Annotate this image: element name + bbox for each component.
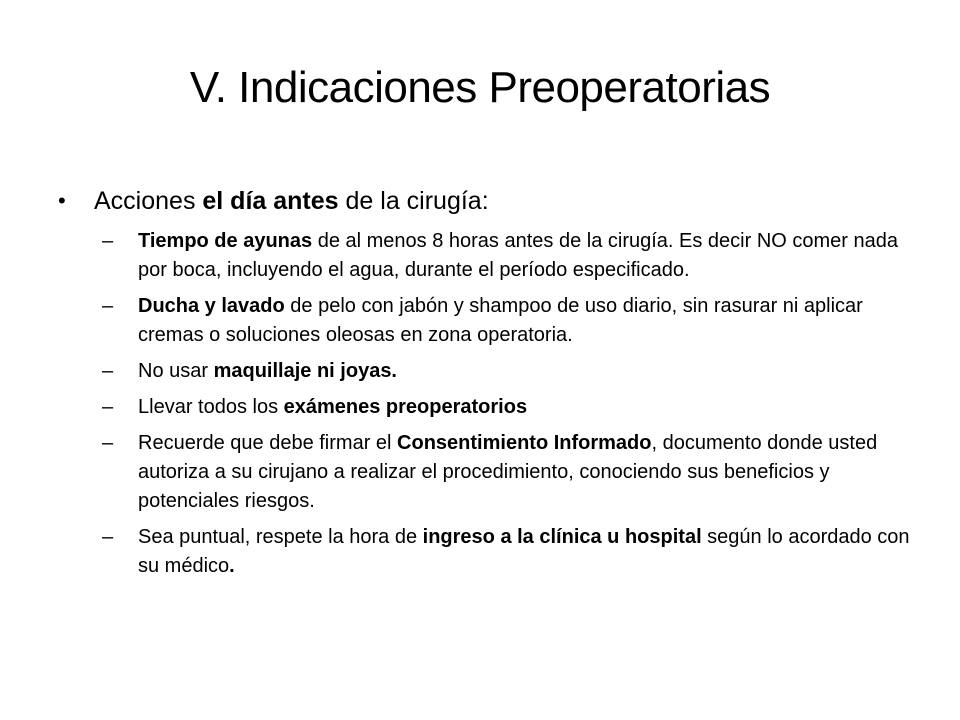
dash-icon: – xyxy=(102,360,114,382)
sub-bullet-item xyxy=(102,227,918,285)
dash-icon: – xyxy=(102,396,114,418)
main-bullet-part: de la cirugía: xyxy=(338,187,489,215)
item-text: según lo acordado con su médico xyxy=(138,526,910,577)
slide-content xyxy=(58,183,918,588)
sub-bullet-item xyxy=(102,292,918,350)
item-bold-text: . xyxy=(229,555,235,577)
main-bullet-part: Acciones xyxy=(94,187,203,215)
sub-bullet-list xyxy=(102,227,918,581)
item-text: Llevar todos los xyxy=(138,396,284,418)
item-bold-text: Ducha y lavado xyxy=(138,295,285,317)
dash-icon: – xyxy=(102,526,114,548)
sub-bullet-item xyxy=(102,523,918,581)
slide-title: V. Indicaciones Preoperatorias xyxy=(189,63,771,112)
item-bold-text: Tiempo de ayunas xyxy=(138,230,313,252)
item-text: , documento donde usted autoriza a su cirujano a realizar el procedimiento, conociendo sus beneficios y potenciales riesgos. xyxy=(138,432,878,512)
item-bold-text: exámenes preoperatorios xyxy=(283,396,528,418)
item-bold-text: maquillaje ni joyas. xyxy=(213,360,397,382)
dash-icon: – xyxy=(102,432,114,454)
main-bullet-part-bold: el día antes xyxy=(202,187,339,215)
main-bullet xyxy=(58,183,918,219)
item-text: Sea puntual, respete la hora de xyxy=(138,526,423,548)
main-bullet-text xyxy=(94,187,489,215)
dash-icon: – xyxy=(102,230,114,252)
bullet-icon: • xyxy=(58,188,66,213)
sub-bullet-item xyxy=(102,393,918,422)
item-text: Recuerde que debe firmar el xyxy=(138,432,398,454)
item-bold-text: ingreso a la clínica u hospital xyxy=(422,526,702,548)
item-bold-text: Consentimiento Informado xyxy=(397,432,652,454)
item-text: de al menos 8 horas antes de la cirugía. Es decir NO comer nada por boca, incluyendo el agua, durante el período especificado. xyxy=(138,230,898,281)
sub-bullet-item xyxy=(102,429,918,516)
dash-icon: – xyxy=(102,295,114,317)
item-text: de pelo con jabón y shampoo de uso diario, sin rasurar ni aplicar cremas o soluciones oleosas en zona operatoria. xyxy=(138,295,863,346)
item-text: No usar xyxy=(138,360,214,382)
sub-bullet-item xyxy=(102,357,918,386)
